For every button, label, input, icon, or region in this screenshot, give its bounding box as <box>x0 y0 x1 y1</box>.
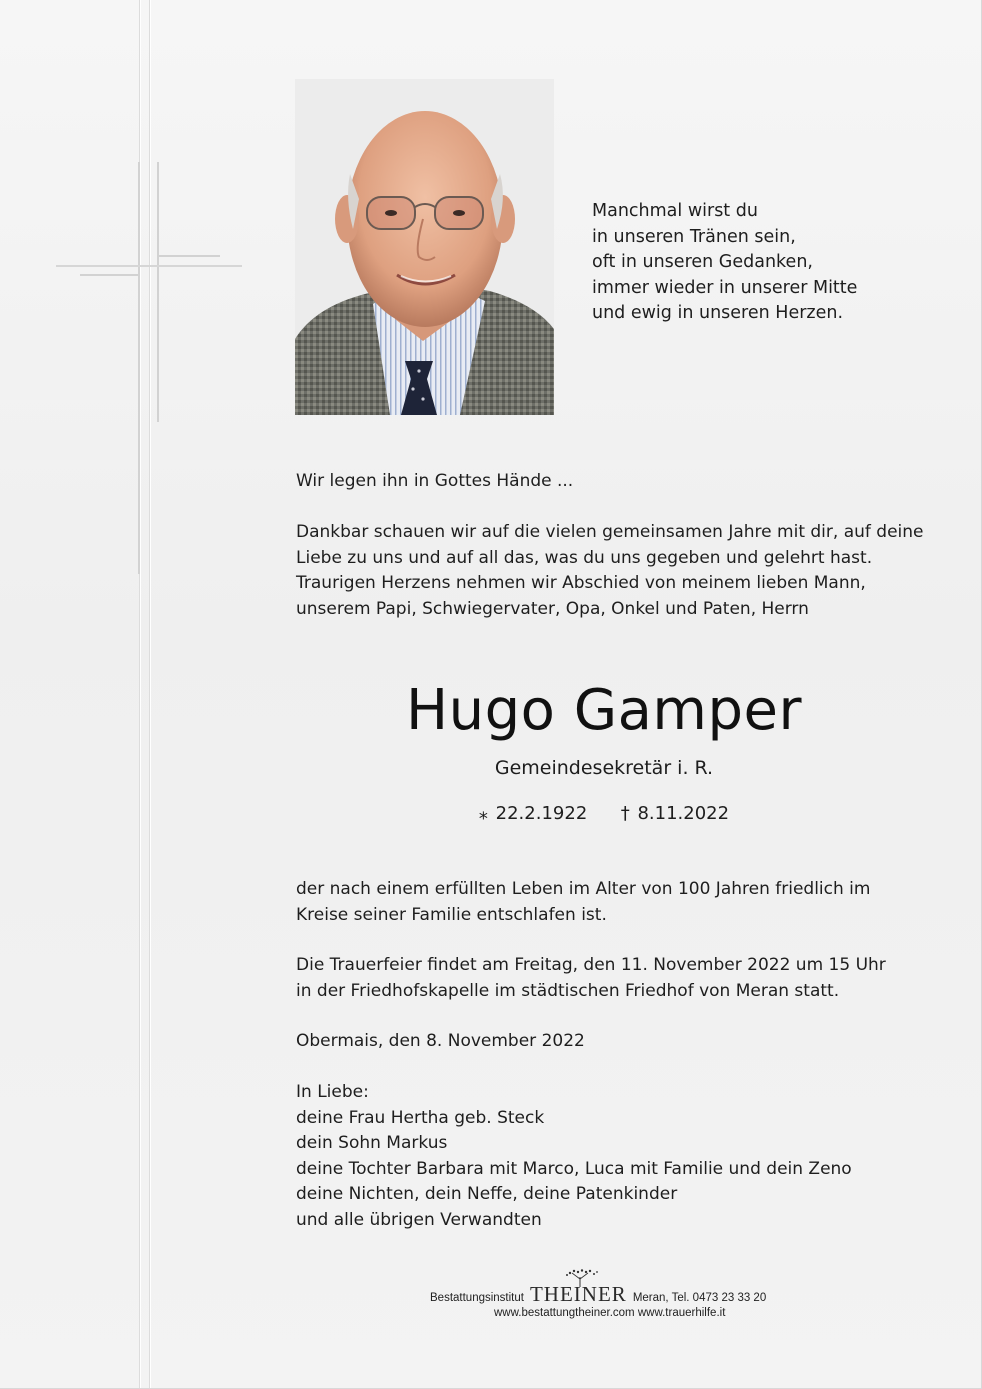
poem-line: immer wieder in unserer Mitte <box>592 277 858 298</box>
footer-brand <box>530 1283 627 1305</box>
cross-beam-left <box>80 274 140 276</box>
birth-star-icon: ⁎ <box>478 803 488 824</box>
place-date: Obermais, den 8. November 2022 <box>296 1031 585 1051</box>
death-cross-icon: † <box>620 803 630 824</box>
poem-line: oft in unseren Gedanken, <box>592 252 813 272</box>
portrait-photo <box>295 79 554 415</box>
poem-line: Manchmal wirst du <box>592 201 758 221</box>
cross-beam <box>56 265 242 267</box>
mourners-line: deine Tochter Barbara mit Marco, Luca mit Familie und dein Zeno <box>296 1158 852 1179</box>
intro-paragraph-line: Traurigen Herzens nehmen wir Abschied von meinem lieben Mann, <box>296 573 866 593</box>
tree-logo-icon <box>560 1269 600 1287</box>
birth-date: 22.2.1922 <box>495 803 588 824</box>
mourners-line: dein Sohn Markus <box>296 1133 448 1153</box>
intro-paragraph <box>296 520 924 622</box>
intro-paragraph-line: unserem Papi, Schwiegervater, Opa, Onkel und Paten, Herrn <box>296 598 809 619</box>
cross-beam-right <box>158 255 220 257</box>
mourners-line: deine Nichten, dein Neffe, deine Patenkinder <box>296 1184 678 1204</box>
passing-line: der nach einem erfüllten Leben im Alter von 100 Jahren friedlich im <box>296 879 871 899</box>
funeral-home-footer <box>430 1283 850 1320</box>
life-dates <box>296 801 912 827</box>
intro-line: Wir legen ihn in Gottes Hände ... <box>296 471 574 491</box>
footer-websites: www.bestattungtheiner.com www.trauerhilfe.it <box>494 1307 726 1319</box>
deceased-name: Hugo Gamper <box>406 678 802 743</box>
intro-paragraph-line: Dankbar schauen wir auf die vielen gemeinsamen Jahre mit dir, auf deine <box>296 522 924 542</box>
ceremony-line: Die Trauerfeier findet am Freitag, den 11. November 2022 um 15 Uhr <box>296 955 886 975</box>
ceremony-paragraph <box>296 953 912 1004</box>
passing-line: Kreise seiner Familie entschlafen ist. <box>296 904 607 925</box>
footer-contact: Meran, Tel. 0473 23 33 20 <box>632 1292 767 1304</box>
poem-line: in unseren Tränen sein, <box>592 226 796 247</box>
footer-prefix: Bestattungsinstitut <box>430 1292 524 1304</box>
passing-paragraph <box>296 877 912 928</box>
intro-paragraph-line: Liebe zu uns und auf all das, was du uns gegeben und gelehrt hast. <box>296 547 873 568</box>
deceased-title: Gemeindesekretär i. R. <box>494 757 714 779</box>
mourners-line: deine Frau Hertha geb. Steck <box>296 1107 545 1128</box>
death-date: 8.11.2022 <box>637 803 730 824</box>
mourners-line: In Liebe: <box>296 1082 369 1102</box>
mourners-line: und alle übrigen Verwandten <box>296 1209 542 1230</box>
footer-brand-text: THEINER <box>529 1282 627 1306</box>
ceremony-line: in der Friedhofskapelle im städtischen Friedhof von Meran statt. <box>296 980 840 1001</box>
poem <box>592 199 932 327</box>
mourners-list <box>296 1080 912 1233</box>
poem-line: und ewig in unseren Herzen. <box>592 303 844 323</box>
cross-icon <box>138 162 158 574</box>
portrait-illustration <box>295 79 554 415</box>
